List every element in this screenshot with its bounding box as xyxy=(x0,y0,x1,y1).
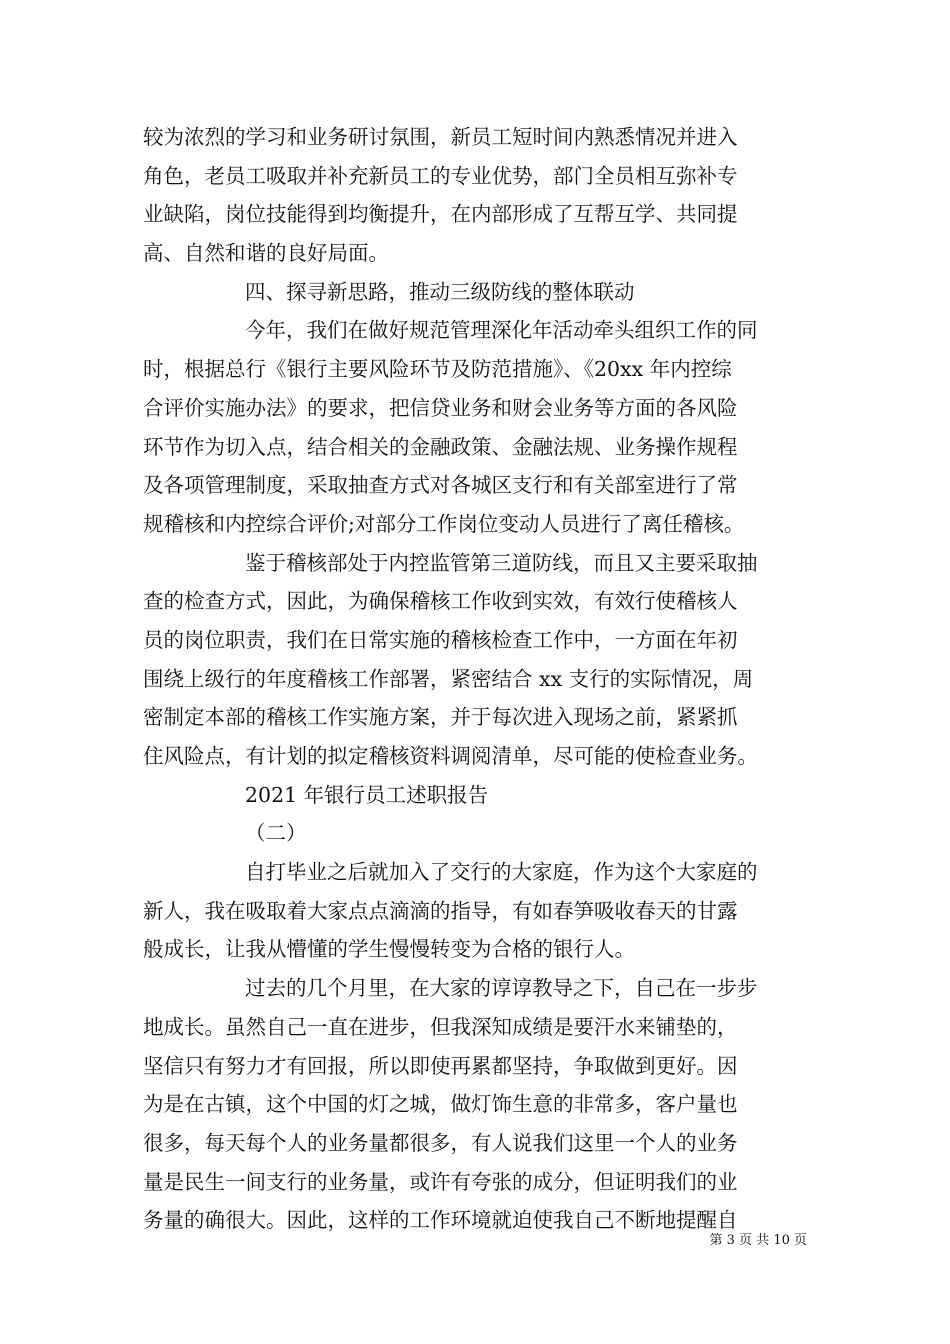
document-body xyxy=(143,118,807,1240)
text-line: 员的岗位职责，我们在日常实施的稽核检查工作中，一方面在年初 xyxy=(143,627,738,652)
text-line: 新人，我在吸取着大家点点滴滴的指导，有如春笋吸收春天的甘露 xyxy=(143,898,738,923)
text-line: 围绕上级行的年度稽核工作部署，紧密结合 xx 支行的实际情况，周 xyxy=(143,666,754,691)
text-line: 高、自然和谐的良好局面。 xyxy=(143,241,389,266)
text-line: 自打毕业之后就加入了交行的大家庭，作为这个大家庭的 xyxy=(245,860,758,885)
text-line: 时，根据总行《银行主要风险环节及防范措施》、《20xx 年内控综 xyxy=(143,357,732,382)
text-line: 较为浓烈的学习和业务研讨氛围，新员工短时间内熟悉情况并进入 xyxy=(143,125,738,149)
text-line: 合评价实施办法》的要求，把信贷业务和财会业务等方面的各风险 xyxy=(143,395,738,420)
text-line: 查的检查方式，因此，为确保稽核工作收到实效，有效行使稽核人 xyxy=(143,589,738,614)
page-number: 第 3 页 共 10 页 xyxy=(709,1233,807,1248)
text-line: 住风险点，有计划的拟定稽核资料调阅清单，尽可能的使检查业务。 xyxy=(143,744,758,768)
text-line: 鉴于稽核部处于内控监管第三道防线，而且又主要采取抽 xyxy=(245,550,758,575)
text-line: 量是民生一间支行的业务量，或许有夸张的成分，但证明我们的业 xyxy=(143,1169,738,1194)
text-line: 业缺陷，岗位技能得到均衡提升，在内部形成了互帮互学、共同提 xyxy=(143,202,738,227)
text-line: 角色，老员工吸取并补充新员工的专业优势，部门全员相互弥补专 xyxy=(143,163,738,188)
text-line: 密制定本部的稽核工作实施方案，并于每次进入现场之前，紧紧抓 xyxy=(143,705,738,730)
text-line: 般成长，让我从懵懂的学生慢慢转变为合格的银行人。 xyxy=(143,937,635,962)
report-part-label: （二） xyxy=(245,821,307,846)
text-line: 务量的确很大。因此，这样的工作环境就迫使我自己不断地提醒自 xyxy=(143,1208,738,1233)
text-line: 很多，每天每个人的业务量都很多，有人说我们这里一个人的业务 xyxy=(143,1130,738,1155)
text-line: 规稽核和内控综合评价;对部分工作岗位变动人员进行了离任稽核。 xyxy=(143,511,745,536)
text-line: 为是在古镇，这个中国的灯之城，做灯饰生意的非常多，客户量也 xyxy=(143,1092,738,1117)
text-line: 坚信只有努力才有回报，所以即使再累都坚持，争取做到更好。因 xyxy=(143,1053,738,1078)
text-line: 今年，我们在做好规范管理深化年活动牵头组织工作的同 xyxy=(245,318,758,343)
section-heading: 四、探寻新思路，推动三级防线的整体联动 xyxy=(245,279,635,304)
report-title: 2021 年银行员工述职报告 xyxy=(245,782,489,807)
text-line: 过去的几个月里，在大家的谆谆教导之下，自己在一步步 xyxy=(245,976,758,1001)
text-line: 地成长。虽然自己一直在进步，但我深知成绩是要汗水来铺垫的， xyxy=(143,1014,738,1039)
text-line: 及各项管理制度，采取抽查方式对各城区支行和有关部室进行了常 xyxy=(143,473,738,498)
text-line: 环节作为切入点，结合相关的金融政策、金融法规、业务操作规程 xyxy=(143,434,738,459)
